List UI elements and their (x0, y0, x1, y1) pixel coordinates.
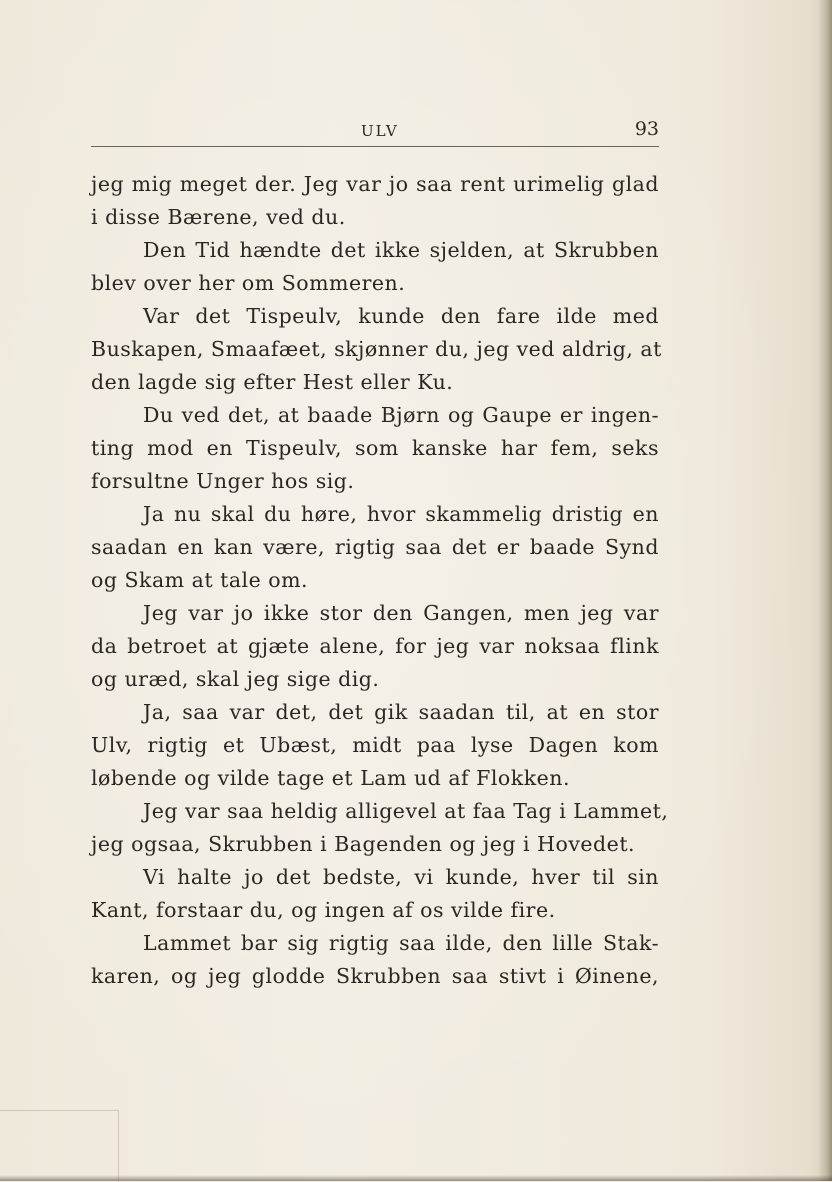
text-line: Ja nu skal du høre, hvor skammelig dristig en (143, 502, 659, 526)
page-edge-shadow (818, 0, 832, 1181)
text-line: jeg ogsaa, Skrubben i Bagenden og jeg i Hovedet. (91, 832, 636, 856)
text-line: jeg mig meget der. Jeg var jo saa rent urimelig glad (91, 172, 659, 196)
body-text (91, 168, 669, 993)
text-line: saadan en kan være, rigtig saa det er baade Synd (91, 535, 659, 559)
text-line: den lagde sig efter Hest eller Ku. (91, 370, 454, 394)
text-line: Vi halte jo det bedste, vi kunde, hver til sin (143, 865, 659, 889)
text-line: ting mod en Tispeulv, som kanske har fem, seks (91, 436, 659, 460)
text-line: Du ved det, at baade Bjørn og Gaupe er ingen- (143, 403, 659, 427)
text-line: Jeg var jo ikke stor den Gangen, men jeg var (143, 601, 659, 625)
text-line: Ulv, rigtig et Ubæst, midt paa lyse Dagen kom (91, 733, 659, 757)
text-line: karen, og jeg glodde Skrubben saa stivt i Øinene, (91, 964, 659, 988)
text-line: Var det Tispeulv, kunde den fare ilde med (143, 304, 659, 328)
text-line: Jeg var saa heldig alligevel at faa Tag i Lammet, (143, 799, 669, 823)
text-line: Den Tid hændte det ikke sjelden, at Skrubben (143, 238, 659, 262)
text-line: Ja, saa var det, det gik saadan til, at en stor (143, 700, 659, 724)
text-line: Buskapen, Smaafæet, skjønner du, jeg ved aldrig, at (91, 337, 662, 361)
corner-mark (0, 1110, 119, 1182)
text-line: da betroet at gjæte alene, for jeg var noksaa flink (91, 634, 659, 658)
text-line: og Skam at tale om. (91, 568, 309, 592)
text-line: løbende og vilde tage et Lam ud af Flokken. (91, 766, 570, 790)
text-line: forsultne Unger hos sig. (91, 469, 355, 493)
text-line: blev over her om Sommeren. (91, 271, 406, 295)
running-head (91, 118, 659, 147)
text-line: i disse Bærene, ved du. (91, 205, 346, 229)
text-line: og uræd, skal jeg sige dig. (91, 667, 380, 691)
text-line: Kant, forstaar du, og ingen af os vilde fire. (91, 898, 556, 922)
page-number: 93 (634, 118, 659, 140)
running-title: ULV (361, 122, 399, 140)
text-line: Lammet bar sig rigtig saa ilde, den lille Stak- (143, 931, 659, 955)
page-bottom-edge (0, 1175, 832, 1181)
